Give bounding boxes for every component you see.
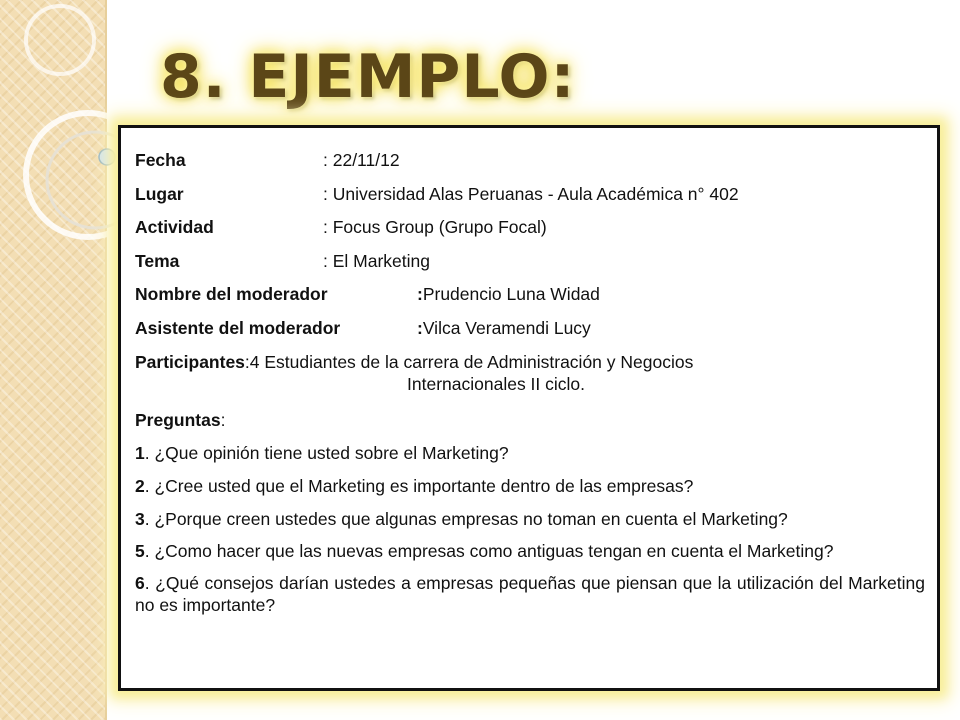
question-text: . ¿Cree usted que el Marketing es importante dentro de las empresas? xyxy=(144,476,694,496)
fecha-value: : 22/11/12 xyxy=(323,150,400,170)
preguntas-colon: : xyxy=(220,410,226,430)
moderador-value: Prudencio Luna Widad xyxy=(422,284,600,304)
participantes-line1: :4 Estudiantes de la carrera de Administración y Negocios xyxy=(244,352,694,372)
question-number: 2 xyxy=(135,476,145,496)
info-row-lugar xyxy=(135,184,925,218)
question-text: . ¿Qué consejos darían ustedes a empresas pequeñas que piensan que la utilización del Marketing no es importante? xyxy=(135,573,925,615)
info-row-participantes xyxy=(135,351,925,395)
info-row-tema xyxy=(135,251,925,285)
actividad-value: : Focus Group (Grupo Focal) xyxy=(323,217,547,237)
question-item xyxy=(135,475,925,497)
moderador-sep: : xyxy=(417,284,423,304)
question-number: 6 xyxy=(135,573,145,593)
bullet-dot xyxy=(99,149,115,165)
info-row-fecha xyxy=(135,150,925,184)
participantes-label: Participantes xyxy=(135,352,245,372)
ring-small xyxy=(26,6,94,74)
actividad-label: Actividad xyxy=(135,217,214,237)
info-row-moderador xyxy=(135,284,925,318)
info-row-actividad xyxy=(135,217,925,251)
lugar-value: : Universidad Alas Peruanas - Aula Académica n° 402 xyxy=(323,183,739,204)
asistente-value: Vilca Veramendi Lucy xyxy=(422,317,591,338)
question-text: . ¿Que opinión tiene usted sobre el Marketing? xyxy=(144,443,509,463)
preguntas-heading xyxy=(135,409,925,431)
question-number: 3 xyxy=(135,509,145,529)
lugar-label: Lugar xyxy=(135,183,184,204)
question-text: . ¿Porque creen ustedes que algunas empresas no toman en cuenta el Marketing? xyxy=(144,509,788,529)
question-item xyxy=(135,442,925,464)
moderador-label: Nombre del moderador xyxy=(135,284,328,304)
info-row-asistente xyxy=(135,318,925,352)
slide-title: 8. EJEMPLO: xyxy=(160,42,576,112)
tema-label: Tema xyxy=(135,250,180,271)
question-item xyxy=(135,572,925,616)
fecha-label: Fecha xyxy=(135,150,186,170)
asistente-label: Asistente del moderador xyxy=(135,317,341,338)
tema-value: : El Marketing xyxy=(323,250,430,271)
asistente-sep: : xyxy=(417,317,423,338)
question-number: 5 xyxy=(135,541,145,561)
participantes-line2: Internacionales II ciclo. xyxy=(407,374,586,394)
content-box xyxy=(118,125,940,691)
preguntas-label: Preguntas xyxy=(135,410,221,430)
question-number: 1 xyxy=(135,443,145,463)
question-item xyxy=(135,540,925,562)
question-item xyxy=(135,508,925,530)
question-text: . ¿Como hacer que las nuevas empresas como antiguas tengan en cuenta el Marketing? xyxy=(144,541,834,561)
